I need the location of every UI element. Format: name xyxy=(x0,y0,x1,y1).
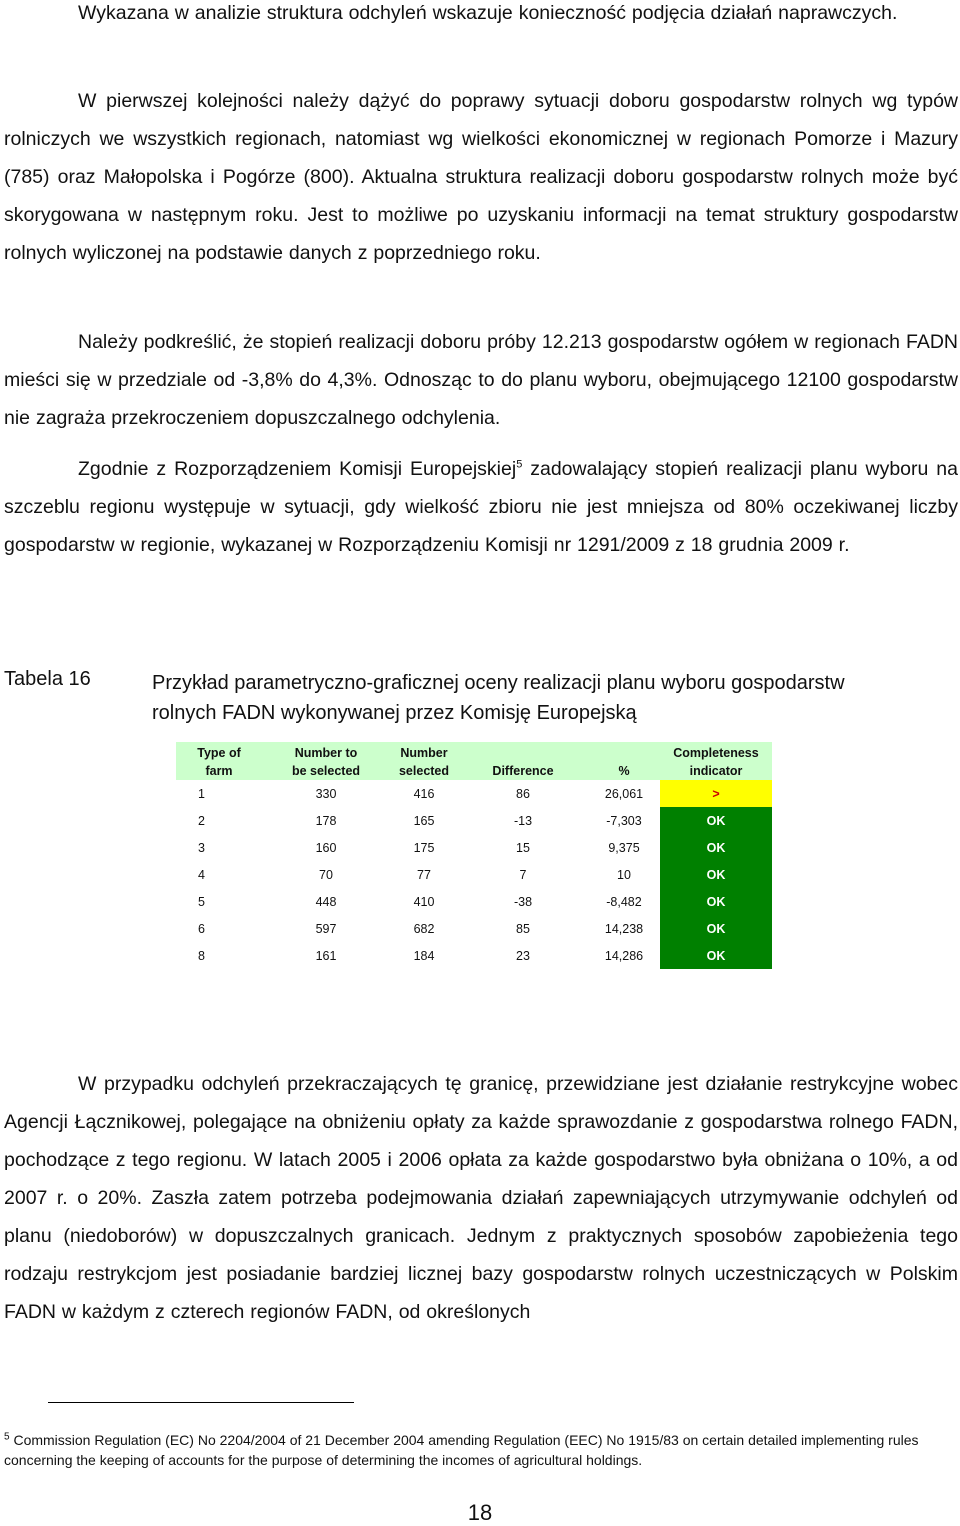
header-type-of-farm: Type of farm xyxy=(176,742,262,780)
page-number: 18 xyxy=(467,1500,493,1525)
cell-percent: -7,303 xyxy=(606,813,642,828)
table-row xyxy=(176,888,772,915)
footnote-reference: 5 xyxy=(516,458,523,471)
paragraph-5-text: W przypadku odchyleń przekraczających tę granicę, przewidziane jest działanie restrykcyjne wobec Agencji Łącznikowej, polegające na obniżeniu opłaty za każde sprawozdanie z gospodarstwa rolnego FADN, pochodzące z tego regionu. W latach 2005 i 2006 opłata za każde gospodarstwo była obniżana o 10%, a od 2007 r. o 20%. Zaszła zatem potrzeba podejmowania działań zapewniających utrzymywanie odchyleń od planu (niedoborów) w dopuszczalnych granicach. Jednym z praktycznych sposobów zapobieżenia tego rodzaju restrykcjom jest posiadanie bardziej licznej bazy gospodarstw rolnych uczestniczących w Polskim FADN w każdym z czterech regionów FADN, od określonych xyxy=(4,1073,958,1323)
cell-selected: 77 xyxy=(417,867,431,882)
cell-percent: 14,238 xyxy=(604,921,644,936)
paragraph-3 xyxy=(4,323,958,437)
paragraph-4 xyxy=(4,450,958,564)
cell-difference: 7 xyxy=(519,867,527,882)
cell-to-be-selected: 448 xyxy=(315,894,337,909)
paragraph-3-text: Należy podkreślić, że stopień realizacji doboru próby 12.213 gospodarstw ogółem w regionach FADN mieści się w przedziale od -3,8% do 4,3%. Odnosząc to do planu wyboru, obejmującego 12100 gospodarstw nie zagraża przekroczeniem dopuszczalnego odchylenia. xyxy=(4,331,958,429)
cell-percent: -8,482 xyxy=(606,894,642,909)
paragraph-1 xyxy=(4,0,958,32)
cell-selected: 165 xyxy=(413,813,435,828)
header-percent: % xyxy=(588,742,660,780)
cell-type: 8 xyxy=(198,948,205,963)
completeness-table xyxy=(176,742,772,969)
cell-selected: 184 xyxy=(413,948,435,963)
cell-percent: 26,061 xyxy=(604,786,644,801)
cell-to-be-selected: 330 xyxy=(315,786,337,801)
cell-difference: 85 xyxy=(516,921,530,936)
table-row xyxy=(176,834,772,861)
cell-selected: 175 xyxy=(413,840,435,855)
table-label: Tabela 16 xyxy=(4,668,91,690)
cell-indicator: OK xyxy=(660,861,772,888)
table-row xyxy=(176,780,772,807)
cell-type: 1 xyxy=(198,786,205,801)
table-row xyxy=(176,807,772,834)
table-caption: Przykład parametryczno-graficznej oceny realizacji planu wyboru gospodarstw rolnych FADN wykonywanej przez Komisję Europejską xyxy=(152,672,845,724)
header-completeness-indicator: Completeness indicator xyxy=(660,742,772,780)
cell-indicator: > xyxy=(660,780,772,807)
cell-type: 3 xyxy=(198,840,205,855)
cell-indicator: OK xyxy=(660,915,772,942)
cell-type: 4 xyxy=(198,867,205,882)
cell-difference: 86 xyxy=(516,786,530,801)
cell-difference: 23 xyxy=(516,948,530,963)
cell-to-be-selected: 70 xyxy=(319,867,333,882)
paragraph-4-text-b: zadowalający stopień realizacji planu wyboru na szczeblu regionu występuje w sytuacji, gdy wielkość zbioru nie jest mniejsza od 80% oczekiwanej liczby gospodarstw w regionie, wykazanej w Rozporządzeniu Komisji nr 1291/2009 z 18 grudnia 2009 r. xyxy=(4,458,958,556)
cell-indicator: OK xyxy=(660,888,772,915)
cell-selected: 416 xyxy=(413,786,435,801)
cell-to-be-selected: 597 xyxy=(315,921,337,936)
cell-to-be-selected: 160 xyxy=(315,840,337,855)
paragraph-4-text-a: Zgodnie z Rozporządzeniem Komisji Europejskiej xyxy=(78,458,517,480)
cell-difference: 15 xyxy=(516,840,530,855)
header-number-selected: Number selected xyxy=(390,742,458,780)
header-number-to-be-selected: Number to be selected xyxy=(262,742,390,780)
table-header-row xyxy=(176,742,772,780)
cell-indicator: OK xyxy=(660,834,772,861)
cell-type: 2 xyxy=(198,813,205,828)
footnote-number: 5 xyxy=(4,1431,10,1443)
cell-percent: 14,286 xyxy=(604,948,644,963)
footnote xyxy=(4,1430,958,1470)
cell-type: 6 xyxy=(198,921,205,936)
cell-difference: -38 xyxy=(513,894,533,909)
header-difference: Difference xyxy=(458,742,588,780)
cell-difference: -13 xyxy=(513,813,533,828)
cell-type: 5 xyxy=(198,894,205,909)
cell-indicator: OK xyxy=(660,942,772,969)
paragraph-2 xyxy=(4,82,958,272)
cell-selected: 410 xyxy=(413,894,435,909)
table-row xyxy=(176,915,772,942)
cell-selected: 682 xyxy=(413,921,435,936)
cell-to-be-selected: 161 xyxy=(315,948,337,963)
paragraph-5 xyxy=(4,1065,958,1331)
paragraph-1-text: Wykazana w analizie struktura odchyleń wskazuje konieczność podjęcia działań naprawczych. xyxy=(78,2,898,24)
footnote-text: Commission Regulation (EC) No 2204/2004 of 21 December 2004 amending Regulation (EEC) No 1915/83 on certain detailed implementing rules concerning the keeping of accounts for the purpose of determining the incomes of agricultural holdings. xyxy=(4,1432,919,1468)
paragraph-2-text: W pierwszej kolejności należy dążyć do poprawy sytuacji doboru gospodarstw rolnych wg typów rolniczych we wszystkich regionach, natomiast wg wielkości ekonomicznej w regionach Pomorze i Mazury (785) oraz Małopolska i Pogórze (800). Aktualna struktura realizacji doboru gospodarstw rolnych może być skorygowana w następnym roku. Jest to możliwe po uzyskaniu informacji na temat struktury gospodarstw rolnych wyliczonej na podstawie danych z poprzedniego roku. xyxy=(4,90,958,264)
table-row xyxy=(176,942,772,969)
table-row xyxy=(176,861,772,888)
footnote-divider xyxy=(48,1402,354,1403)
cell-to-be-selected: 178 xyxy=(315,813,337,828)
cell-percent: 9,375 xyxy=(608,840,640,855)
cell-percent: 10 xyxy=(617,867,631,882)
cell-indicator: OK xyxy=(660,807,772,834)
